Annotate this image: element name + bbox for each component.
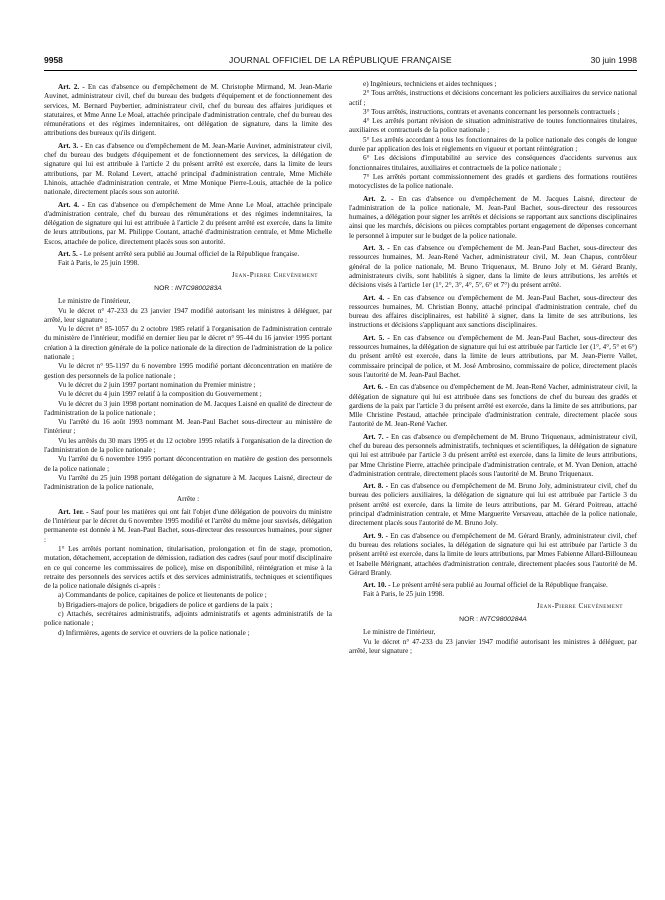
paragraph-text: En cas d'absence ou d'empêchement de M. Bruno Joly, administrateur civil, chef du bureau des policiers auxiliaires, la délégation de signature qui lui est attribuée par l'article 3 du présent arrêté est exercée, dans la limite de leurs attributions, par M. Gérard Poitreau, attaché principal d'administration centrale, et Mme Marguerite Versaveau, attachée de la police nationale, directement placés sous l'autorité de M. Bruno Joly. — [349, 482, 637, 528]
decree-heading: Arrête : — [176, 495, 200, 504]
paragraph — [44, 437, 332, 456]
paragraph — [44, 601, 332, 610]
article-number: Art. 4. - — [58, 200, 85, 209]
article-paragraph — [349, 383, 637, 429]
paragraph-text: En cas d'absence ou d'empêchement de M. Gérard Branly, administrateur civil, chef du bureau des relations sociales, la délégation de signature qui lui est attribuée par l'article 3 du présent arrêté est exercée, dans la limite de leurs attributions, par Mmes Fabienne Allard-Billouneau et Isabelle Mérignant, attachées d'administration centrale, directement placées sous l'autorité de M. Gérard Branly. — [349, 531, 637, 577]
article-paragraph — [44, 508, 332, 545]
article-paragraph — [349, 334, 637, 380]
paragraph-text: Fait à Paris, le 25 juin 1998. — [58, 259, 140, 268]
paragraph-text: a) Commandants de police, capitaines de police et lieutenants de police ; — [58, 591, 267, 600]
article-paragraph — [349, 294, 637, 331]
nor-label: NOR : — [154, 284, 175, 292]
article-number: Art. 9. - — [363, 531, 389, 540]
paragraph — [349, 108, 637, 117]
article-number: Art. 8. - — [363, 482, 389, 491]
paragraph — [44, 325, 332, 362]
journal-title: JOURNAL OFFICIEL DE LA RÉPUBLIQUE FRANÇAISE — [229, 55, 452, 65]
paragraph-text: Fait à Paris, le 25 juin 1998. — [363, 590, 445, 599]
article-paragraph — [44, 250, 332, 259]
article-number: Art. 3. - — [58, 141, 83, 150]
paragraph-text: En cas d'absence ou d'empêchement de M. Jean-Paul Bachet, sous-directeur des ressources humaines, la délégation de signature qui lui est attribuée par l'article 1er (1°, 4°, 5° et 6°) du présent arrêté est exercée, dans la limite de leurs attributions, par M. Jean-Pierre Vallet, commissaire principal de police, et M. José Ambrosino, commissaire de police, directement placés sous l'autorité de M. Jean-Paul Bachet. — [349, 333, 637, 379]
article-paragraph — [44, 201, 332, 247]
nor-code: INTC9800284A — [479, 616, 527, 624]
paragraph-text: e) Ingénieurs, techniciens et aides techniques ; — [363, 80, 497, 88]
paragraph — [349, 154, 637, 173]
paragraph — [44, 545, 332, 591]
paragraph-text: En cas d'absence ou d'empêchement de Mme Anne Le Moal, attachée principale d'administration centrale, chef du bureau des rémunérations et des régimes indemnitaires, la délégation de signature qui lui est attribuée à l'article 2 du présent arrêté est exercée, dans la limite de leurs attributions, par M. Philippe Coutant, attaché d'administration centrale, et Mme Michelle Escos, attachée de police, directement placés sous son autorité. — [44, 200, 332, 246]
paragraph-text: En cas d'absence ou d'empêchement de M. Bruno Triquenaux, administrateur civil, chef du bureau des personnels administratifs, techniques et scientifiques, la délégation de signature qui lui est attribuée par l'article 3 du présent arrêté est exercée, dans la limite de leurs attributions, par Mme Christine Pierre, attachée principale d'administration centrale, et M. Yvan Denion, attaché d'administration centrale, directement placés sous l'autorité de M. Bruno Triquenaux. — [349, 432, 637, 478]
paragraph-text: Vu le décret n° 47-233 du 23 janvier 1947 modifié autorisant les ministres à déléguer, par arrêté, leur signature ; — [44, 306, 332, 324]
paragraph-text: 7° Les arrêtés portant commissionnement des gradés et gardiens des formations routières motocyclistes de la police nationale. — [349, 172, 637, 191]
paragraph — [349, 628, 637, 637]
article-paragraph — [349, 532, 637, 578]
paragraph-text: Le présent arrêté sera publié au Journal officiel de la République française. — [390, 581, 608, 590]
paragraph — [44, 362, 332, 381]
article-paragraph — [349, 244, 637, 290]
paragraph — [349, 80, 637, 89]
paragraph — [44, 297, 332, 306]
nor-code: INTC9800283A — [174, 284, 222, 292]
article-number: Art. 5. - — [363, 333, 390, 342]
header-rule — [44, 70, 637, 71]
left-column — [44, 80, 332, 895]
signature: Jean-Pierre Chevènement — [231, 270, 318, 279]
paragraph — [349, 117, 637, 136]
paragraph-text: 5° Les arrêtés accordant à tous les fonctionnaires de la police nationale des congés de longue durée par application des lois et règlements en vigueur et portant réintégration ; — [349, 135, 637, 154]
article-number: Art. 6. - — [363, 383, 388, 392]
article-paragraph — [349, 581, 637, 590]
paragraph-text: En cas d'absence ou d'empêchement de M. Christophe Mirmand, M. Jean-Marie Auvinet, administrateur civil, chef du bureau des budgets d'équipement et de fonctionnement des services, M. Bernard Puybertier, administrateur civil, chef du bureau des affaires juridiques et statutaires, et Mme Anne Le Moal, attachée principale d'administration centrale, chef du bureau des rémunérations et des régimes indemnitaires, ont délégation de signature, dans la limite des attributions des bureaux qu'ils dirigent. — [44, 83, 332, 138]
issue-date: 30 juin 1998 — [590, 55, 637, 65]
paragraph-text: Vu le décret n° 95-1197 du 6 novembre 1995 modifié portant déconcentration en matière de gestion des personnels de la police nationale ; — [44, 362, 332, 380]
paragraph-text: Le ministre de l'intérieur, — [363, 628, 436, 637]
paragraph — [349, 638, 637, 657]
paragraph — [44, 629, 332, 638]
paragraph-text: En cas d'absence ou d'empêchement de M. Jean-Paul Bachet, sous-directeur des ressources humaines, M. Jean-René Vacher, administrateur civil, M. Jean Chapus, contrôleur général de la police nationale, M. Bruno Triquenaux, M. Bruno Joly et M. Gérard Branly, administrateurs civils, sont habilités à signer, dans la limite de leurs attributions, les arrêtés et décisions visés à l'article 1er (1°, 2°, 3°, 4°, 5°, 6° et 7°) du présent arrêté. — [349, 244, 637, 290]
nor-label: NOR : — [459, 616, 480, 624]
paragraph-text: Vu le décret du 4 juin 1997 relatif à la composition du Gouvernement ; — [58, 390, 262, 399]
article-number: Art. 7. - — [363, 432, 389, 441]
article-paragraph — [349, 195, 637, 241]
paragraph-text: En cas d'absence ou d'empêchement de M. Jean-Marie Auvinet, administrateur civil, chef du bureau des budgets d'équipement et de fonctionnement des services, la délégation de signature qui lui est attribuée à l'article 2 du présent arrêté est exercée, dans la limite de leurs attributions, par M. Roland Levert, attaché principal d'administration centrale, Mme Michèle Lhinois, attachée d'administration centrale, et Mme Monique Pierre-Louis, attachée de la police nationale, directement placés sous son autorité. — [44, 141, 332, 197]
paragraph-text: Sauf pour les matières qui ont fait l'objet d'une délégation de pouvoirs du ministre de l'intérieur par le décret du 6 novembre 1995 modifié et l'arrêté du même jour susvisés, délégation permanente est donnée à M. Jean-Paul Bachet, sous-directeur des ressources humaines, pour signer : — [44, 507, 332, 544]
paragraph-text: 6° Les décisions d'imputabilité au service des conséquences d'accidents survenus aux fonctionnaires titulaires, auxiliaires et contractuels de la police nationale ; — [349, 154, 637, 172]
paragraph-text: Le présent arrêté sera publié au Journal officiel de la République française. — [81, 250, 300, 259]
paragraph — [44, 259, 332, 268]
article-number: Art. 1er. - — [58, 507, 89, 516]
article-paragraph — [44, 142, 332, 198]
nor-reference — [44, 284, 332, 293]
paragraph-text: En cas d'absence ou d'empêchement de M. Jean-Paul Bachet, sous-directeur des ressources humaines, M. Christian Bonny, attaché principal d'administration centrale, chef du bureau des affaires disciplinaires, est habilité à signer, dans la limite de ses attributions, les instructions et décisions s'appliquant aux sanctions disciplinaires. — [349, 293, 637, 330]
paragraph-text: En cas d'absence ou d'empêchement de M. Jacques Laisné, directeur de l'administration de la police nationale, M. Jean-Paul Bachet, sous-directeur des ressources humaines, a délégation pour signer les arrêtés et décisions se rapportant aux sanctions disciplinaires ainsi que les marchés, décisions ou pièces comptables portant engagement de dépenses concernant le personnel à imputer sur le budget de la police nationale. — [349, 194, 637, 240]
paragraph — [44, 381, 332, 390]
paragraph-text: 2° Tous arrêtés, instructions et décisions concernant les policiers auxiliaires du service national actif ; — [349, 89, 637, 107]
article-paragraph — [349, 482, 637, 528]
page-header — [44, 55, 637, 69]
right-column — [349, 80, 637, 895]
article-number: Art. 4. - — [363, 293, 390, 302]
paragraph — [44, 418, 332, 437]
paragraph — [349, 136, 637, 155]
article-number: Art. 10. - — [363, 581, 391, 590]
article-number: Art. 2. - — [363, 194, 394, 203]
paragraph-text: Vu l'arrêté du 16 août 1993 nommant M. Jean-Paul Bachet sous-directeur au ministère de l'intérieur ; — [44, 418, 332, 436]
paragraph — [349, 89, 637, 108]
article-paragraph — [44, 83, 332, 139]
paragraph-text: b) Brigadiers-majors de police, brigadiers de police et gardiens de la paix ; — [58, 600, 273, 609]
page-number: 9958 — [44, 55, 63, 65]
paragraph-text: 4° Les arrêtés portant révision de situation administrative de toutes fonctionnaires titulaires, auxiliaires et contractuels de la police nationale ; — [349, 117, 637, 135]
paragraph-text: c) Attachés, secrétaires administratifs, adjoints administratifs et agents administratifs de la police nationale ; — [44, 610, 332, 628]
paragraph — [44, 307, 332, 326]
nor-reference — [349, 615, 637, 624]
signature: Jean-Pierre Chevènement — [536, 601, 623, 610]
paragraph-text: Vu les arrêtés du 30 mars 1995 et du 12 octobre 1995 relatifs à l'organisation de la direction de l'administration de la police nationale ; — [44, 436, 332, 454]
paragraph-text: Vu le décret n° 85-1057 du 2 octobre 1985 relatif à l'organisation de l'administration centrale du ministère de l'intérieur, modifié en dernier lieu par le décret n° 95-44 du 16 janvier 1995 portant création à la direction générale de la police nationale de la direction de l'administration de la police nationale ; — [44, 325, 332, 362]
paragraph-text: Vu l'arrêté du 6 novembre 1995 portant déconcentration en matière de gestion des personnels de la police nationale ; — [44, 455, 332, 473]
paragraph — [44, 390, 332, 399]
paragraph-text: 1° Les arrêtés portant nomination, titularisation, prolongation et fin de stage, promotion, mutation, détachement, acceptation de démission, radiation des cadres (sauf pour motif disciplinaire en ce qui concerne les commissaires de police), mise en disponibilité, réintégration et mise à la retraite des personnels des services actifs et des services administratifs, techniques et scientifiques de la police nationale désignés ci-après : — [44, 544, 332, 591]
paragraph-text: Vu le décret du 2 juin 1997 portant nomination du Premier ministre ; — [58, 380, 256, 389]
article-number: Art. 2. - — [58, 83, 85, 91]
paragraph-text: d) Infirmières, agents de service et ouvriers de la police nationale ; — [58, 628, 250, 637]
paragraph — [44, 474, 332, 493]
paragraph — [44, 400, 332, 419]
paragraph — [44, 455, 332, 474]
paragraph — [44, 610, 332, 629]
article-number: Art. 5. - — [58, 250, 82, 259]
paragraph-text: Vu l'arrêté du 25 juin 1998 portant délégation de signature à M. Jacques Laisné, directeur de l'administration de la police nationale, — [44, 473, 332, 492]
paragraph-text: Vu le décret n° 47-233 du 23 janvier 1947 modifié autorisant les ministres à déléguer, par arrêté, leur signature ; — [349, 637, 637, 655]
paragraph-text: Vu le décret du 3 juin 1998 portant nomination de M. Jacques Laisné en qualité de directeur de l'administration de la police nationale ; — [44, 399, 332, 417]
paragraph-text: En cas d'absence ou d'empêchement de M. Jean-René Vacher, administrateur civil, la délégation de signature qui lui est attribuée dans ses fonctions de chef du bureau des gradés et gardiens de la paix par l'article 3 du présent arrêté est exercée, dans la limite de ses attributions, par Mlle Christine Pestaud, attachée principale d'administration centrale, directement placée sous l'autorité de M. Jean-René Vacher. — [349, 383, 637, 429]
paragraph — [349, 590, 637, 599]
paragraph — [349, 173, 637, 192]
paragraph — [44, 591, 332, 600]
paragraph-text: 3° Tous arrêtés, instructions, contrats et avenants concernant les personnels contractuels ; — [363, 107, 620, 116]
article-number: Art. 3. - — [363, 244, 390, 253]
paragraph-text: Le ministre de l'intérieur, — [58, 297, 131, 306]
article-paragraph — [349, 433, 637, 479]
